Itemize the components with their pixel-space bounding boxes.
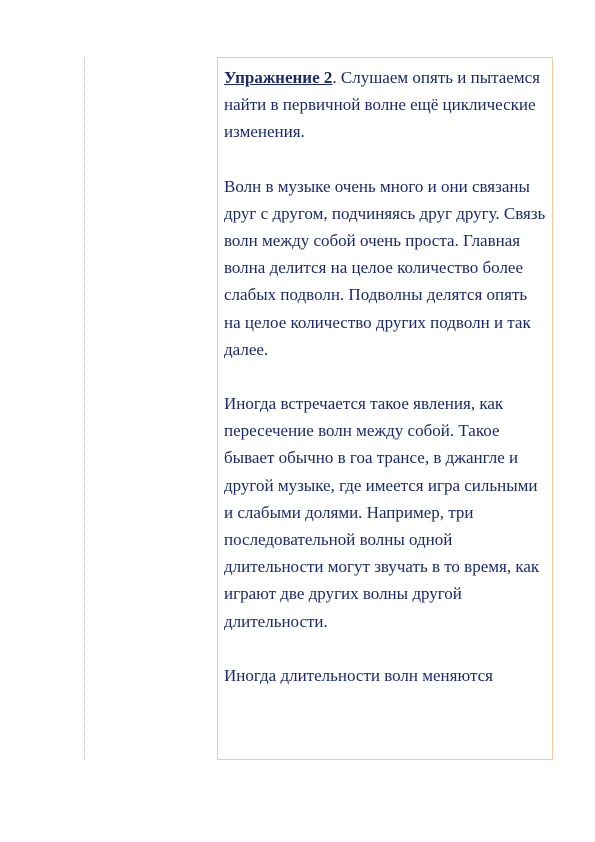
- paragraph-durations-change: Иногда длительности волн меняются: [224, 665, 493, 685]
- margin-guide-line: [84, 57, 85, 760]
- exercise-paragraph: [224, 64, 547, 146]
- paragraph-waves-relation: Волн в музыке очень много и они связаны друг с другом, подчиняясь друг другу. Связь волн между собой очень проста. Главная волна делится на целое количество более слабых подволн. Подволны делятся опять на целое количество других подволн и так далее.: [224, 176, 546, 359]
- text-frame: [217, 57, 553, 760]
- paragraph-waves-crossing: Иногда встречается такое явления, как пересечение волн между собой. Такое бывает обычно в гоа трансе, в джангле и другой музыке, где имеется игра сильными и слабыми долями. Например, три последовательной волны одной длительности могут звучать в то время, как играют две других волны другой длительности.: [224, 394, 540, 631]
- exercise-heading: Упражнение 2: [224, 68, 333, 87]
- exercise-text: . Слушаем опять и пытаемся найти в первичной волне ещё циклические изменения.: [224, 68, 540, 142]
